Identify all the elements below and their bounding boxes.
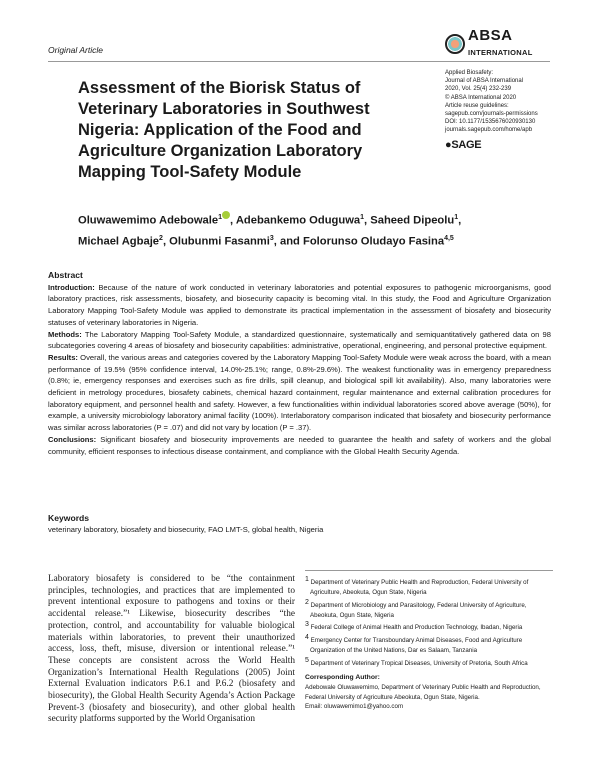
text: Department of Microbiology and Parasitology, Federal University of Agriculture, Abeokuta, Ogun State, Nigeria <box>310 601 527 619</box>
article-type-label: Original Article <box>48 45 103 55</box>
publisher-name: SAGE <box>451 139 482 151</box>
text: Department of Veterinary Tropical Diseases, University of Pretoria, South Africa <box>310 659 528 667</box>
meta-line: Journal of ABSA International <box>445 78 524 85</box>
body-text: Laboratory biosafety is considered to be “the containment principles, technologies, and practices that are implemented to prevent intentional exposure to pathogens and toxins or their accidental release.”¹ Likewise, biosecurity describes “the protection, control, and accountability for valuable biological materials within laboratories, to prevent their unauthorized access, loss, theft, misuse, diversion or intentional release.”¹ These concepts are consistent across the World Health Organization’s International Health Regulations (2005) Joint External Evaluation indicators P.6.1 and P.6.2 (biosafety and biosecurity), the Global Health Security Agenda’s Action Package Prevent-3 (biosafety and biosecurity), and other global health security platforms supported by the World Organisation <box>48 574 295 725</box>
text: Overall, the various areas and categories covered by the Laboratory Mapping Tool-Safety Module were weak across the board, with a mean performance of 19.5% (95% confidence interval, 14.0%-25.1%; range, 0.8%-29.6%). The weakest functionality was in emergency preparedness (0.8%; ie, emergency responses and exercises such as fire drills, spill cleanup, and biological spill kit availability). Also, many laboratories were deficient in metrology procedures, biosafety cabinets, chemical hazard containment, regular maintenance and external calibration procedures for laboratory equipment, and personnel health and safety. However, a few functionalities within individual laboratories scored above average (50%), for example, a university microbiology laboratory animal facility (100%). Interlaboratory comparison indicated that biosafety and biosecurity performance was similar across laboratories (P = .07) and did not vary by location (P = .37). <box>48 352 551 433</box>
affiliation <box>305 575 555 598</box>
label: Conclusions: <box>48 434 97 444</box>
affiliation <box>305 620 555 633</box>
author-sup: 1 <box>454 214 459 221</box>
author-sup: 3 <box>269 234 274 242</box>
affiliation <box>305 633 555 656</box>
text: Department of Veterinary Public Health and Reproduction, Federal University of Agriculture, Abeokuta, Ogun State, Nigeria <box>310 579 529 596</box>
meta-line: Applied Biosafety: <box>445 70 494 76</box>
affiliation-divider <box>305 570 553 571</box>
text: Emergency Center for Transboundary Animal Diseases, Food and Agriculture Organization of the United Nations, Dar es Salaam, Tanzania <box>310 637 523 655</box>
abstract-heading: Abstract <box>48 270 83 280</box>
publisher-logo: ●SAGE <box>445 139 482 151</box>
sup: 4 <box>305 634 309 642</box>
orcid-icon[interactable] <box>222 211 230 219</box>
meta-link[interactable]: journals.sagepub.com/home/apb <box>445 127 533 134</box>
corresponding-heading: Corresponding Author: <box>305 674 380 681</box>
author-sup: 1 <box>218 214 222 221</box>
affiliation <box>305 598 555 621</box>
sup: 2 <box>305 598 309 606</box>
text: Federal College of Animal Health and Production Technology, Ibadan, Nigeria <box>310 624 523 632</box>
keywords-text: veterinary laboratory, biosafety and biosecurity, FAO LMT-S, global health, Nigeria <box>48 525 324 534</box>
journal-meta <box>445 69 585 135</box>
author-sup: 2 <box>159 234 163 242</box>
meta-line: © ABSA International 2020 <box>445 94 517 101</box>
affiliations <box>305 575 555 669</box>
keywords-heading: Keywords <box>48 513 90 523</box>
label: Results: <box>48 352 78 362</box>
author[interactable]: Olubunmi Fasanmi <box>169 235 270 248</box>
meta-line: Article reuse guidelines: <box>445 102 509 109</box>
header-divider <box>48 61 550 62</box>
sup: 3 <box>305 621 309 629</box>
article-title: Assessment of the Biorisk Status of Veterinary Laboratories in Southwest Nigeria: Application of the Food and Agriculture Organization Laboratory Mapping Tool-Safety Module <box>78 79 370 181</box>
text: Because of the nature of work conducted in veterinary laboratories and potential exposures to pathogenic microorganisms, good laboratory practices, risk assessments, biosafety, and biosecurity capacity is becoming vital. In this study, the Food and Agriculture Organization Laboratory Mapping Tool-Safety Module was applied to demonstrate its practical implementation in the assessment of biosafety and biosecurity statuses of veterinary laboratories in Nigeria. <box>48 282 551 327</box>
corresponding-author <box>305 673 545 712</box>
abstract-introduction <box>48 282 551 329</box>
abstract-conclusions <box>48 434 551 457</box>
biohazard-seal-icon <box>445 34 465 54</box>
journal-logo <box>445 28 533 59</box>
affiliation <box>305 656 555 669</box>
corresponding-text: Adebowale Oluwawemimo, Department of Veterinary Public Health and Reproduction, Federal University of Agriculture Abeokuta, Ogun State, Nigeria. <box>305 683 541 701</box>
author-list: Oluwawemimo Adebowale$^1$ , Adebankemo Oduguwa$^1$, Saheed Dipeolu$^1$, Michael Agbaje$^2$, Olubunmi Fasanmi$^3$, and Folorunso Oludayo Fasina$^{4,5}$ <box>78 209 508 250</box>
sup: 1 <box>305 576 309 583</box>
label: Introduction: <box>48 282 95 292</box>
author[interactable]: Adebankemo Oduguwa <box>235 214 361 227</box>
author[interactable]: Oluwawemimo Adebowale <box>78 214 219 227</box>
text: Significant biosafety and biosecurity improvements are needed to guarantee the health and safety of workers and the global community, efficient responses to infectious disease containment, and compliance with the Global Health Security Agenda. <box>48 434 551 456</box>
keywords <box>48 512 551 536</box>
author[interactable]: Michael Agbaje <box>78 235 160 248</box>
label: Methods: <box>48 329 82 339</box>
text: The Laboratory Mapping Tool-Safety Module, a standardized questionnaire, systematically and semiquantitatively gathered data on 98 subcategories covering 4 areas of biosafety and biosecurity capabilities: administrative, operational, engineering, and personal protective equipment. <box>48 329 551 351</box>
author-sup: 4,5 <box>444 234 454 242</box>
author[interactable]: Saheed Dipeolu <box>370 214 455 227</box>
logo-sub: INTERNATIONAL <box>468 48 533 57</box>
author-sup: 1 <box>360 214 365 221</box>
sup: 5 <box>305 656 309 664</box>
abstract <box>48 270 551 457</box>
corresponding-email[interactable]: Email: oluwawemimo1@yahoo.com <box>305 703 404 711</box>
abstract-methods <box>48 329 551 352</box>
meta-doi[interactable]: DOI: 10.1177/1535676020930130 <box>445 119 536 126</box>
meta-line: 2020, Vol. 25(4) 232-239 <box>445 86 512 93</box>
meta-link[interactable]: sagepub.com/journals-permissions <box>445 111 538 118</box>
author[interactable]: and Folorunso Oludayo Fasina <box>279 235 445 248</box>
abstract-results <box>48 352 551 434</box>
logo-name: ABSA <box>468 27 513 44</box>
